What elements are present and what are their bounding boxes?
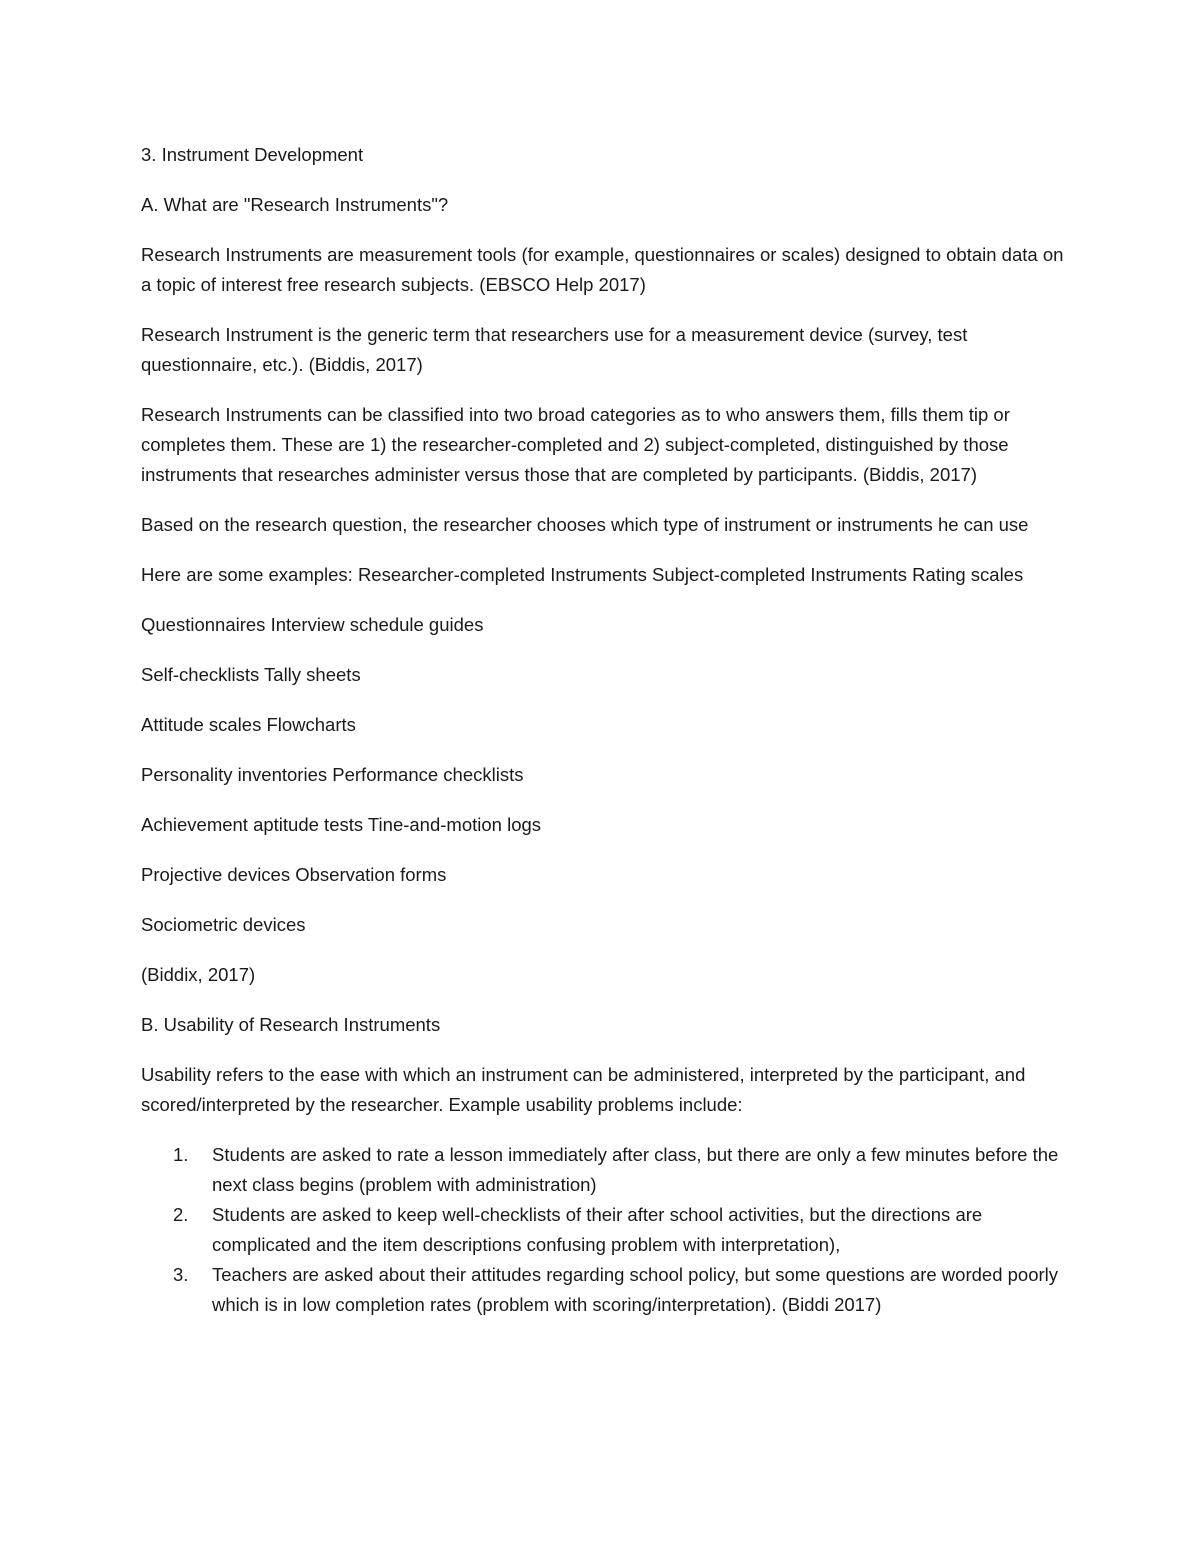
example-line: Projective devices Observation forms <box>141 864 447 885</box>
citation: (Biddix, 2017) <box>141 964 256 985</box>
list-item-text: Students are asked to rate a lesson immediately after class, but there are only a few minutes before the next class begins (problem with administration) <box>212 1144 1059 1195</box>
example-line: Questionnaires Interview schedule guides <box>141 614 484 635</box>
list-item-number: 1. <box>173 1144 189 1165</box>
paragraph: Research Instruments are measurement tools (for example, questionnaires or scales) designed to obtain data on a topic of interest free research subjects. (EBSCO Help 2017) <box>141 244 1064 295</box>
list-item <box>141 1260 1066 1320</box>
section-b-intro: Usability refers to the ease with which an instrument can be administered, interpreted by the participant, and scored/interpreted by the researcher. Example usability problems include: <box>141 1064 1026 1115</box>
list-item-text: Teachers are asked about their attitudes regarding school policy, but some questions are worded poorly which is in low completion rates (problem with scoring/interpretation). (Biddi 2017) <box>212 1264 1059 1315</box>
paragraph: Here are some examples: Researcher-completed Instruments Subject-completed Instruments Rating scales <box>141 564 1024 585</box>
section-heading: 3. Instrument Development <box>141 144 364 165</box>
example-line: Achievement aptitude tests Tine-and-motion logs <box>141 814 542 835</box>
example-line: Self-checklists Tally sheets <box>141 664 361 685</box>
paragraph: Based on the research question, the researcher chooses which type of instrument or instruments he can use <box>141 514 1029 535</box>
section-a-title: A. What are "Research Instruments"? <box>141 194 449 215</box>
list-item-number: 2. <box>173 1204 189 1225</box>
section-b-title: B. Usability of Research Instruments <box>141 1014 441 1035</box>
list-item <box>141 1140 1066 1200</box>
list-item-number: 3. <box>173 1264 189 1285</box>
example-line: Personality inventories Performance checklists <box>141 764 524 785</box>
list-item <box>141 1200 1066 1260</box>
paragraph: Research Instrument is the generic term that researchers use for a measurement device (survey, test questionnaire, etc.). (Biddis, 2017) <box>141 324 968 375</box>
usability-problems-list <box>141 1140 1066 1320</box>
example-line: Sociometric devices <box>141 914 306 935</box>
document-body <box>141 140 1066 1320</box>
paragraph: Research Instruments can be classified into two broad categories as to who answers them, fills them tip or completes them. These are 1) the researcher-completed and 2) subject-completed, distinguished by those instruments that researches administer versus those that are completed by participants. (Biddis, 2017) <box>141 404 1010 485</box>
list-item-text: Students are asked to keep well-checklists of their after school activities, but the directions are complicated and the item descriptions confusing problem with interpretation), <box>212 1204 983 1255</box>
example-line: Attitude scales Flowcharts <box>141 714 356 735</box>
